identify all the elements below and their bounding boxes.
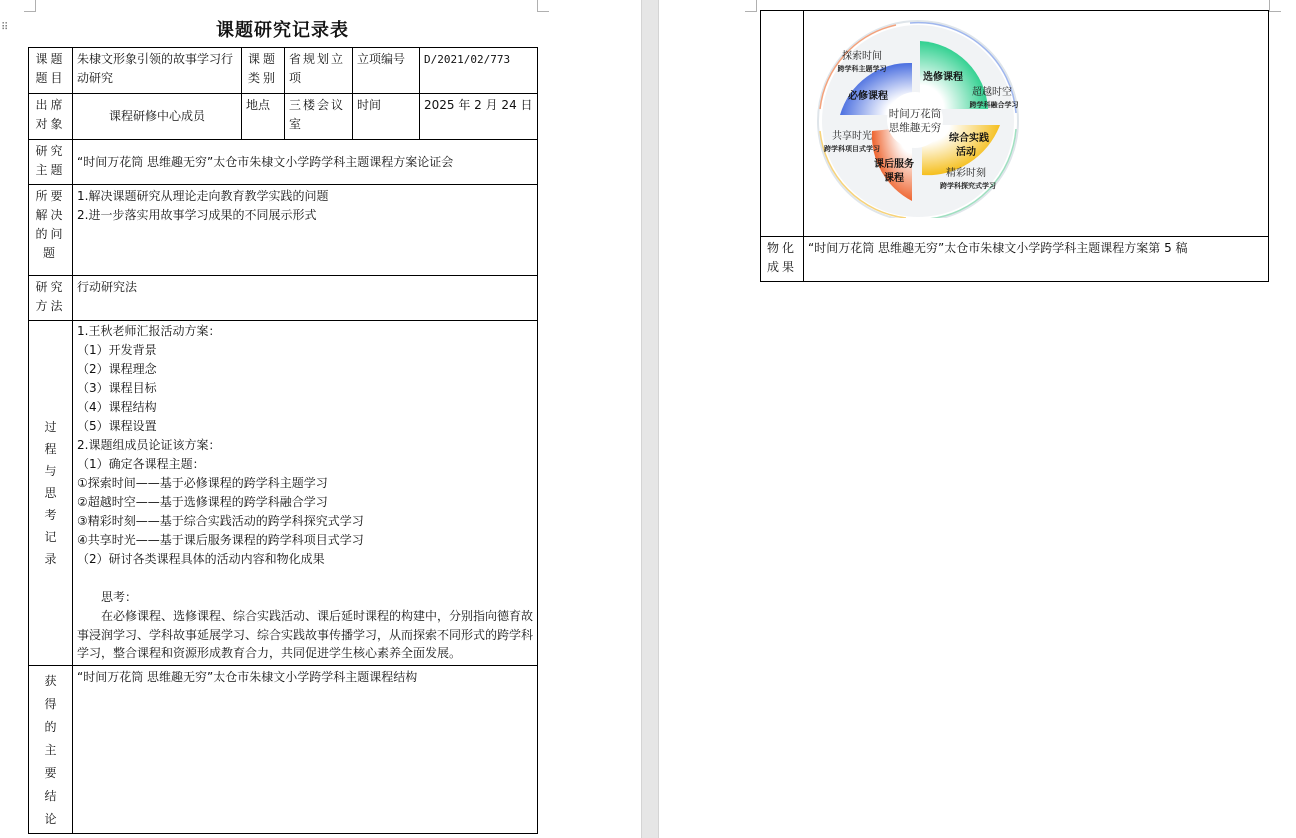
process-line: ①探索时间——基于必修课程的跨学科主题学习 [77,476,328,490]
category-label: 课题类别 [242,48,285,94]
results-label-text: 获得的主要结论 [44,673,57,826]
page-corner-mark [1269,0,1281,12]
quadrant-label-after-school-2: 课程 [884,173,904,184]
thinking-text: 在必修课程、选修课程、综合实践活动、课后延时课程的构建中，分别指向德育故事浸润学习、学科故事延展学习、综合实践故事传播学习，从而探索不同形式的跨学科学习，整合课程和资源形成教育合力，共同促进学生核心素养全面发展。 [77,609,534,660]
blank-line [77,569,533,588]
document-title: 课题研究记录表 [216,20,349,41]
center-line-1: 时间万花筒 [888,108,942,120]
topic-value[interactable]: 朱棣文形象引领的故事学习行动研究 [73,48,242,94]
process-line: 2.课题组成员论证该方案： [77,438,221,452]
outer-label-share-title: 共享时光 [832,131,872,142]
theme-value[interactable]: “时间万花筒 思维趣无穷”太仓市朱棣文小学跨学科主题课程方案论证会 [73,140,538,185]
process-line: （1）确定各课程主题： [77,457,205,471]
document-page-2 [659,0,1296,838]
process-line: （2）课程理念 [77,362,157,376]
page-corner-mark [24,0,36,12]
record-table-continued [760,10,1269,282]
process-line: ②超越时空——基于选修课程的跨学科融合学习 [77,495,328,509]
outer-label-explore-title: 探索时间 [842,51,882,62]
process-label-text: 过程与思考记录 [44,419,57,566]
process-line: （3）课程目标 [77,381,157,395]
course-structure-diagram [810,13,1020,218]
problems-cell[interactable] [73,185,538,276]
diagram-cell[interactable] [804,11,1269,237]
diagram-label-cell [761,11,804,237]
quadrant-label-practice-2: 活动 [956,147,976,158]
process-line: （1）开发背景 [77,343,157,357]
quadrant-label-practice-1: 综合实践 [949,133,989,144]
time-value[interactable]: 2025 年 2 月 24 日 [420,94,538,140]
location-value[interactable]: 三楼会议室 [285,94,353,140]
process-line: 1.王秋老师汇报活动方案： [77,324,221,338]
process-cell[interactable] [73,321,538,666]
course-structure-svg [810,13,1020,218]
process-line: （2）研讨各类课程具体的活动内容和物化成果 [77,552,325,566]
problems-label: 所要解决的问题 [29,185,73,276]
project-no-value[interactable]: D/2021/02/773 [420,48,538,94]
table-move-handle-icon[interactable]: ⠿ [1,22,9,33]
process-line: （4）课程结构 [77,400,157,414]
results-value[interactable]: “时间万花筒 思维趣无穷”太仓市朱棣文小学跨学科主题课程结构 [73,665,538,833]
materials-label: 物化成果 [761,237,804,282]
process-line: ④共享时光——基于课后服务课程的跨学科项目式学习 [77,533,364,547]
category-value[interactable]: 省规划立项 [285,48,353,94]
problem-item: 1.解决课题研究从理论走向教育教学实践的问题 [77,189,329,203]
time-label: 时间 [353,94,420,140]
theme-label: 研究主题 [29,140,73,185]
problem-item: 2.进一步落实用故事学习成果的不同展示形式 [77,208,317,222]
outer-label-moment-title: 精彩时刻 [946,168,986,179]
process-label [29,321,73,666]
outer-label-moment-sub: 跨学科探究式学习 [940,182,996,190]
outer-label-beyond-title: 超越时空 [972,87,1012,98]
page-corner-mark [537,0,549,12]
process-line: ③精彩时刻——基于综合实践活动的跨学科探究式学习 [77,514,364,528]
attendees-value[interactable]: 课程研修中心成员 [73,94,242,140]
attendees-label: 出席对象 [29,94,73,140]
page-corner-mark [745,0,757,12]
thinking-title: 思考： [101,590,138,604]
outer-label-share-sub: 跨学科项目式学习 [824,145,880,153]
page-gap [641,0,659,838]
method-value[interactable]: 行动研究法 [73,276,538,321]
outer-label-explore-sub: 跨学科主题学习 [837,65,887,73]
results-label [29,665,73,833]
outer-label-beyond-sub: 跨学科融合学习 [969,101,1019,109]
method-label: 研究方法 [29,276,73,321]
process-line: （5）课程设置 [77,419,157,433]
topic-label: 课题题目 [29,48,73,94]
center-line-2: 思维趣无穷 [888,122,942,134]
quadrant-label-compulsory: 必修课程 [848,91,888,102]
location-label: 地点 [242,94,285,140]
project-no-label: 立项编号 [353,48,420,94]
materials-value[interactable]: “时间万花筒 思维趣无穷”太仓市朱棣文小学跨学科主题课程方案第 5 稿 [804,237,1269,282]
quadrant-label-elective: 选修课程 [923,72,963,83]
document-page-1 [0,0,641,838]
diagram-center-disc [887,92,943,148]
record-table [28,47,538,834]
quadrant-label-after-school-1: 课后服务 [874,159,914,170]
